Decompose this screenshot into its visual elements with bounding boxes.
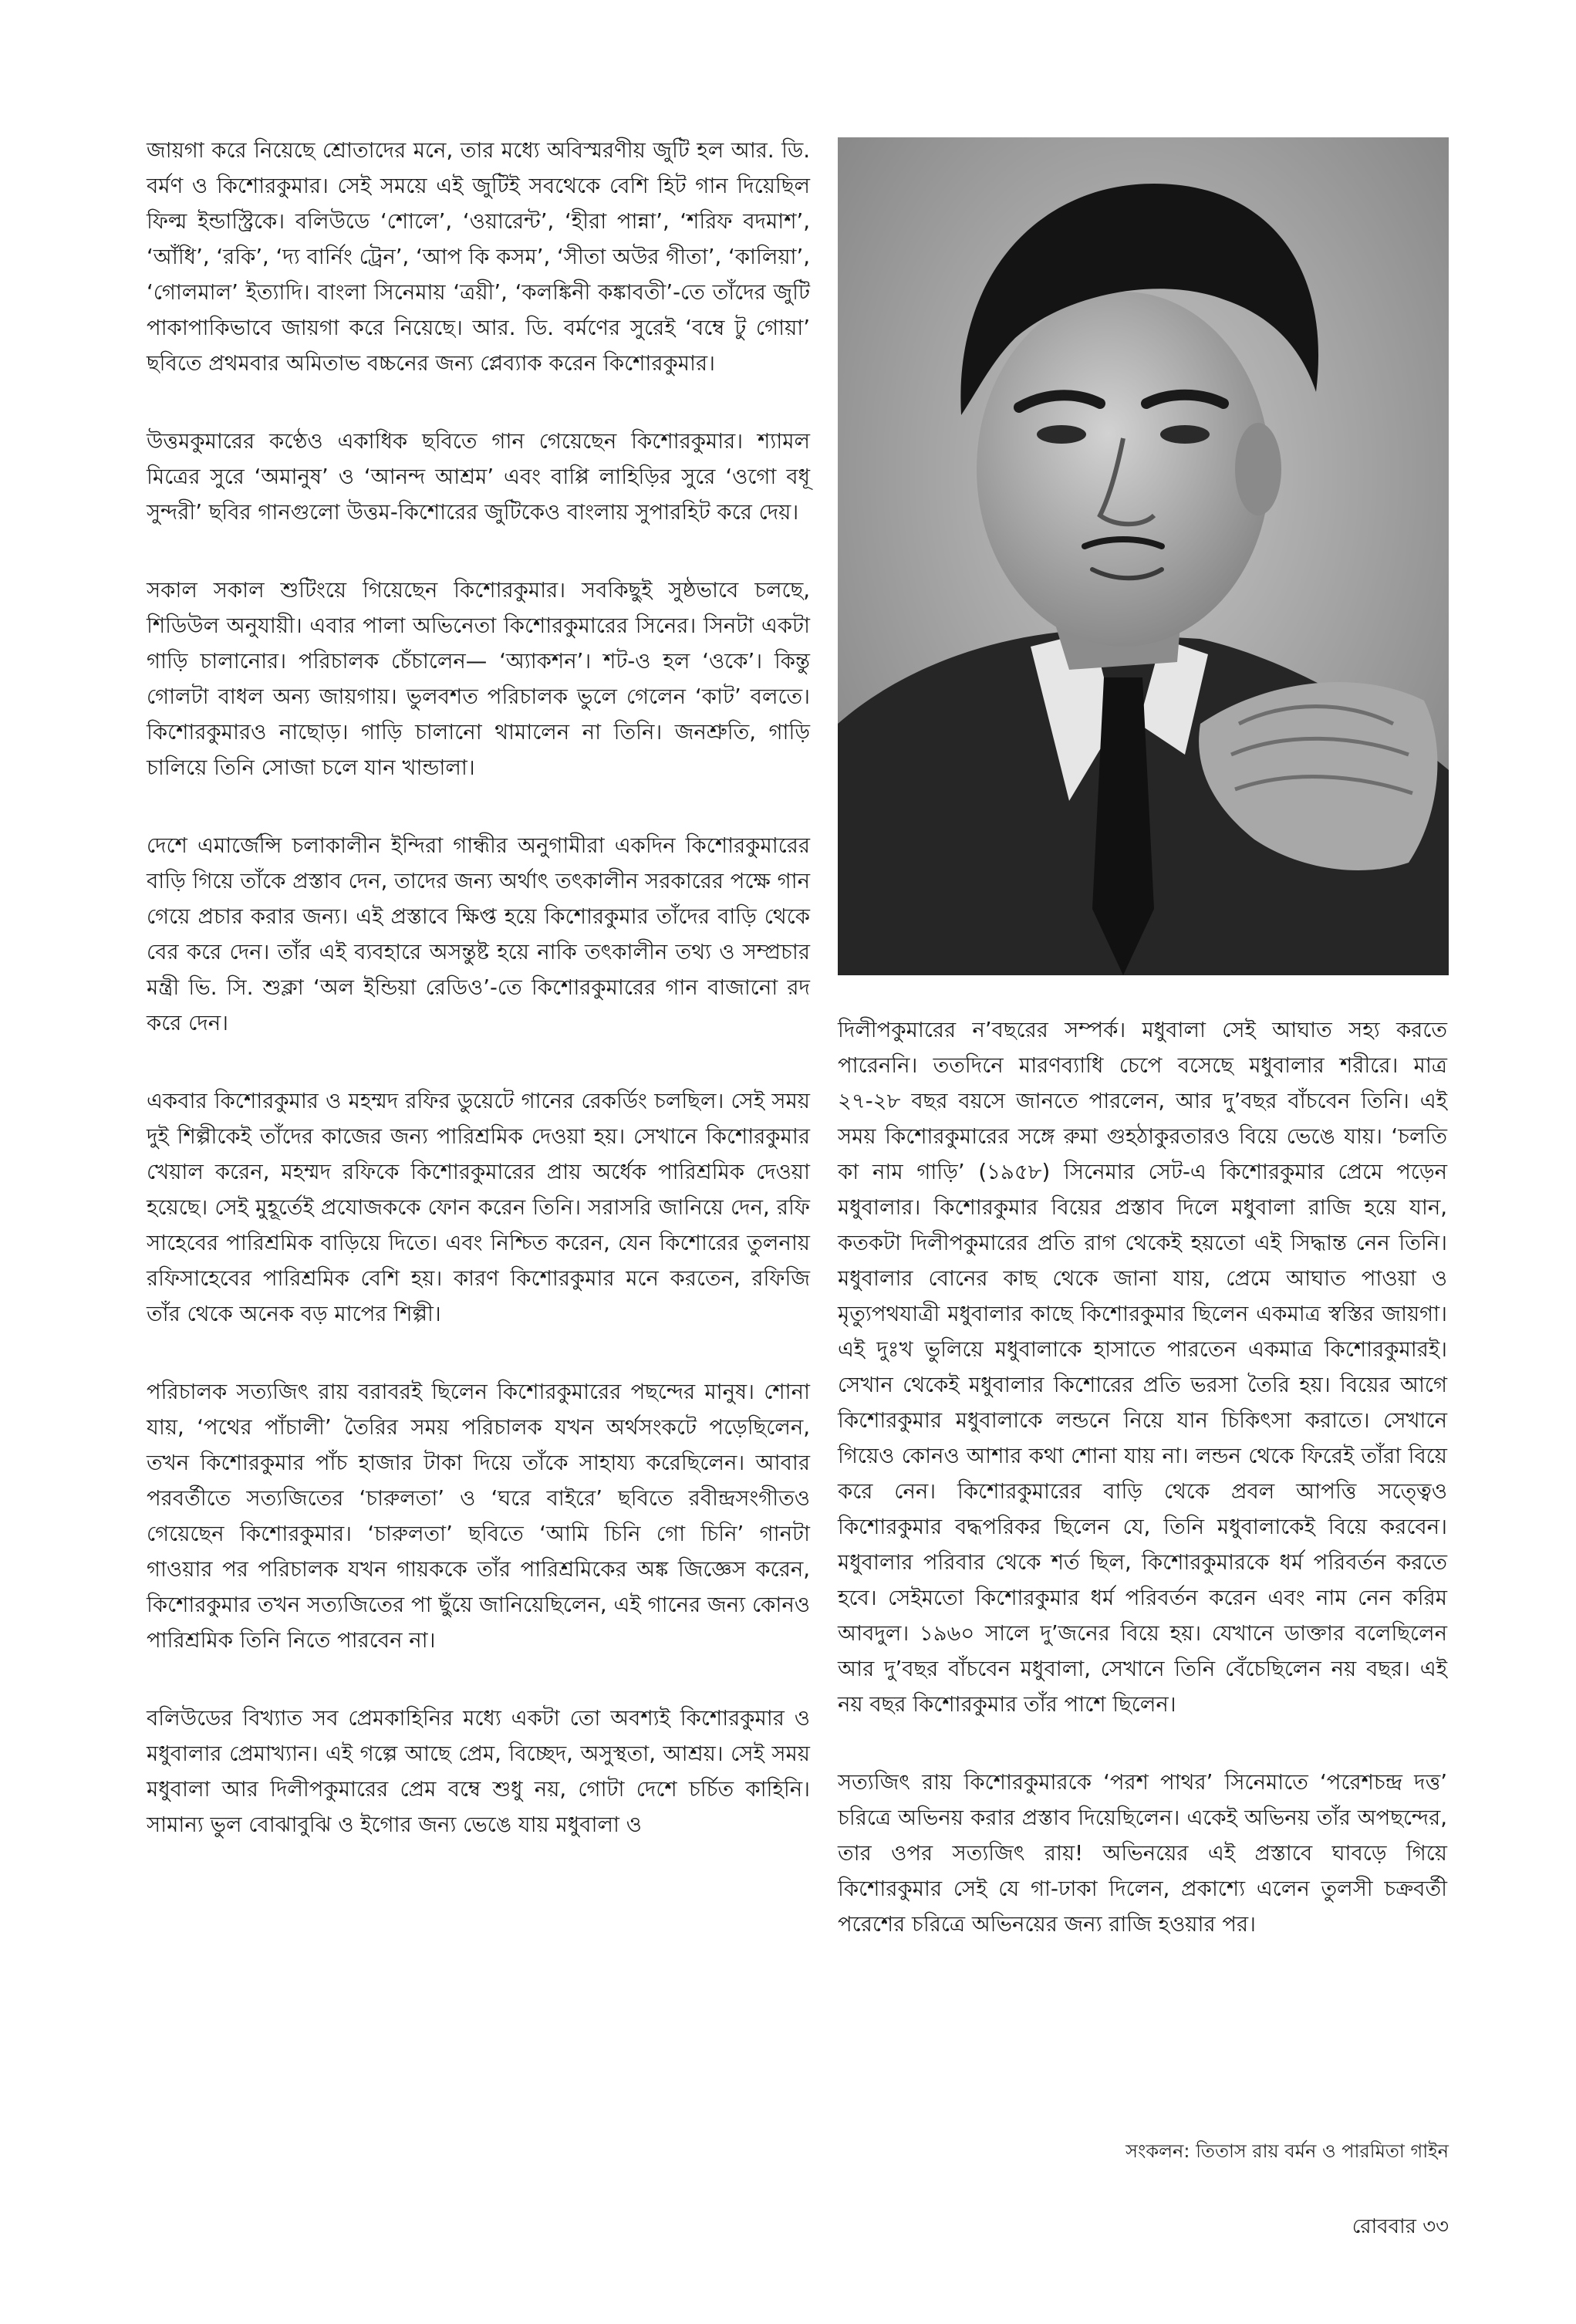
article-paragraph: একবার কিশোরকুমার ও মহম্মদ রফির ডুয়েটে গানের রেকর্ডিং চলছিল। সেই সময় দুই শিল্পীকেই তাঁদের কাজের জন্য পারিশ্রমিক দেওয়া হয়। সেখানে কিশোরকুমার খেয়াল করেন, মহম্মদ রফিকে কিশোরকুমারের প্রায় অর্ধেক পারিশ্রমিক দেওয়া হয়েছে। সেই মুহূর্তেই প্রযোজককে ফোন করেন তিনি। সরাসরি জানিয়ে দেন, রফি সাহেবের পারিশ্রমিক বাড়িয়ে দিতে। এবং নিশ্চিত করেন, যেন কিশোরের তুলনায় রফিসাহেবের পারিশ্রমিক বেশি হয়। কারণ কিশোরকুমার মনে করতেন, রফিজি তাঁর থেকে অনেক বড় মাপের শিল্পী। [147, 1089, 810, 1326]
article-paragraph: সত্যজিৎ রায় কিশোরকুমারকে ‘পরশ পাথর’ সিনেমাতে ‘পরেশচন্দ্র দত্ত’ চরিত্রে অভিনয় করার প্রস্তাব দিয়েছিলেন। একেই অভিনয় তাঁর অপছন্দের, তার ওপর সত্যজিৎ রায়! অভিনয়ের এই প্রস্তাবে ঘাবড়ে গিয়ে কিশোরকুমার সেই যে গা-ঢাকা দিলেন, প্রকাশ্যে এলেন তুলসী চক্রবর্তী পরেশের চরিত্রে অভিনয়ের জন্য রাজি হওয়ার পর। [838, 1770, 1447, 1937]
article-paragraph: দিলীপকুমারের ন’বছরের সম্পর্ক। মধুবালা সেই আঘাত সহ্য করতে পারেননি। ততদিনে মারণব্যাধি চেপে বসেছে মধুবালার শরীরে। মাত্র ২৭-২৮ বছর বয়সে জানতে পারলেন, আর দু’বছর বাঁচবেন তিনি। এই সময় কিশোরকুমারের সঙ্গে রুমা গুহঠাকুরতারও বিয়ে ভেঙে যায়। ‘চলতি কা নাম গাড়ি’ (১৯৫৮) সিনেমার সেট-এ কিশোরকুমার প্রেমে পড়েন মধুবালার। কিশোরকুমার বিয়ের প্রস্তাব দিলে মধুবালা রাজি হয়ে যান, কতকটা দিলীপকুমারের প্রতি রাগ থেকেই হয়তো এই সিদ্ধান্ত নেন তিনি। মধুবালার বোনের কাছ থেকে জানা যায়, প্রেমে আঘাত পাওয়া ও মৃত্যুপথযাত্রী মধুবালার কাছে কিশোরকুমার ছিলেন একমাত্র স্বস্তির জায়গা। এই দুঃখ ভুলিয়ে মধুবালাকে হাসাতে পারতেন একমাত্র কিশোরকুমারই। সেখান থেকেই মধুবালার কিশোরের প্রতি ভরসা তৈরি হয়। বিয়ের আগে কিশোরকুমার মধুবালাকে লন্ডনে নিয়ে যান চিকিৎসা করাতে। সেখানে গিয়েও কোনও আশার কথা শোনা যায় না। লন্ডন থেকে ফিরেই তাঁরা বিয়ে করে নেন। কিশোরকুমারের বাড়ি থেকে প্রবল আপত্তি সত্ত্বেও কিশোরকুমার বদ্ধপরিকর ছিলেন যে, তিনি মধুবালাকেই বিয়ে করবেন। মধুবালার পরিবার থেকে শর্ত ছিল, কিশোরকুমারকে ধর্ম পরিবর্তন করতে হবে। সেইমতো কিশোরকুমার ধর্ম পরিবর্তন করেন এবং নাম নেন করিম আবদুল। ১৯৬০ সালে দু’জনের বিয়ে হয়। যেখানে ডাক্তার বলেছিলেন আর দু’বছর বাঁচবেন মধুবালা, সেখানে তিনি বেঁচেছিলেন নয় বছর। এই নয় বছর কিশোরকুমার তাঁর পাশে ছিলেন। [838, 1018, 1447, 1717]
page-folio: রোববার ৩৩ [1352, 2215, 1449, 2238]
article-paragraph: পরিচালক সত্যজিৎ রায় বরাবরই ছিলেন কিশোরকুমারের পছন্দের মানুষ। শোনা যায়, ‘পথের পাঁচালী’ তৈরির সময় পরিচালক যখন অর্থসংকটে পড়েছিলেন, তখন কিশোরকুমার পাঁচ হাজার টাকা দিয়ে তাঁকে সাহায্য করেছিলেন। আবার পরবর্তীতে সত্যজিতের ‘চারুলতা’ ও ‘ঘরে বাইরে’ ছবিতে রবীন্দ্রসংগীতও গেয়েছেন কিশোরকুমার। ‘চারুলতা’ ছবিতে ‘আমি চিনি গো চিনি’ গানটা গাওয়ার পর পরিচালক যখন গায়ককে তাঁর পারিশ্রমিকের অঙ্ক জিজ্ঞেস করেন, কিশোরকুমার তখন সত্যজিতের পা ছুঁয়ে জানিয়েছিলেন, এই গানের জন্য কোনও পারিশ্রমিক তিনি নিতে পারবেন না। [147, 1380, 810, 1653]
portrait-illustration [838, 137, 1449, 975]
article-paragraph: সকাল সকাল শুটিংয়ে গিয়েছেন কিশোরকুমার। সবকিছুই সুষ্ঠভাবে চলছে, শিডিউল অনুযায়ী। এবার পালা অভিনেতা কিশোরকুমারের সিনের। সিনটা একটা গাড়ি চালানোর। পরিচালক চেঁচালেন— ‘অ্যাকশন’। শট-ও হল ‘ওকে’। কিন্তু গোলটা বাধল অন্য জায়গায়। ভুলবশত পরিচালক ভুলে গেলেন ‘কাট’ বলতে। কিশোরকুমারও নাছোড়। গাড়ি চালানো থামালেন না তিনি। জনশ্রুতি, গাড়ি চালিয়ে তিনি সোজা চলে যান খান্ডালা। [147, 578, 810, 780]
portrait-photo [838, 137, 1449, 975]
right-column [838, 1012, 1447, 1985]
article-paragraph: জায়গা করে নিয়েছে শ্রোতাদের মনে, তার মধ্যে অবিস্মরণীয় জুটি হল আর. ডি. বর্মণ ও কিশোরকুমার। সেই সময়ে এই জুটিই সবথেকে বেশি হিট গান দিয়েছিল ফিল্ম ইন্ডাস্ট্রিকে। বলিউডে ‘শোলে’, ‘ওয়ারেন্ট’, ‘হীরা পান্না’, ‘শরিফ বদমাশ’, ‘আঁধি’, ‘রকি’, ‘দ্য বার্নিং ট্রেন’, ‘আপ কি কসম’, ‘সীতা অউর গীতা’, ‘কালিয়া’, ‘গোলমাল’ ইত্যাদি। বাংলা সিনেমায় ‘ত্রয়ী’, ‘কলঙ্কিনী কঙ্কাবতী’-তে তাঁদের জুটি পাকাপাকিভাবে জায়গা করে নিয়েছে। আর. ডি. বর্মণের সুরেই ‘বম্বে টু গোয়া’ ছবিতে প্রথমবার অমিতাভ বচ্চনের জন্য প্লেব্যাক করেন কিশোরকুমার। [147, 138, 810, 376]
article-paragraph: দেশে এমার্জেন্সি চলাকালীন ইন্দিরা গান্ধীর অনুগামীরা একদিন কিশোরকুমারের বাড়ি গিয়ে তাঁকে প্রস্তাব দেন, তাদের জন্য অর্থাৎ তৎকালীন সরকারের পক্ষে গান গেয়ে প্রচার করার জন্য। এই প্রস্তাবে ক্ষিপ্ত হয়ে কিশোরকুমার তাঁদের বাড়ি থেকে বের করে দেন। তাঁর এই ব্যবহারে অসন্তুষ্ট হয়ে নাকি তৎকালীন তথ্য ও সম্প্রচার মন্ত্রী ভি. সি. শুক্লা ‘অল ইন্ডিয়া রেডিও’-তে কিশোরকুমারের গান বাজানো রদ করে দেন। [147, 833, 810, 1035]
article-paragraph: উত্তমকুমারের কণ্ঠেও একাধিক ছবিতে গান গেয়েছেন কিশোরকুমার। শ্যামল মিত্রের সুরে ‘অমানুষ’ ও ‘আনন্দ আশ্রম’ এবং বাপ্পি লাহিড়ির সুরে ‘ওগো বধূ সুন্দরী’ ছবির গানগুলো উত্তম-কিশোরের জুটিকেও বাংলায় সুপারহিট করে দেয়। [147, 429, 810, 525]
article-paragraph: বলিউডের বিখ্যাত সব প্রেমকাহিনির মধ্যে একটা তো অবশ্যই কিশোরকুমার ও মধুবালার প্রেমাখ্যান। এই গল্পে আছে প্রেম, বিচ্ছেদ, অসুস্থতা, আশ্রয়। সেই সময় মধুবালা আর দিলীপকুমারের প্রেম বম্বে শুধু নয়, গোটা দেশে চর্চিত কাহিনি। সামান্য ভুল বোঝাবুঝি ও ইগোর জন্য ভেঙে যায় মধুবালা ও [147, 1706, 810, 1837]
compilation-credit: সংকলন: তিতাস রায় বর্মন ও পারমিতা গাইন [1125, 2140, 1449, 2162]
left-column [147, 133, 810, 1885]
